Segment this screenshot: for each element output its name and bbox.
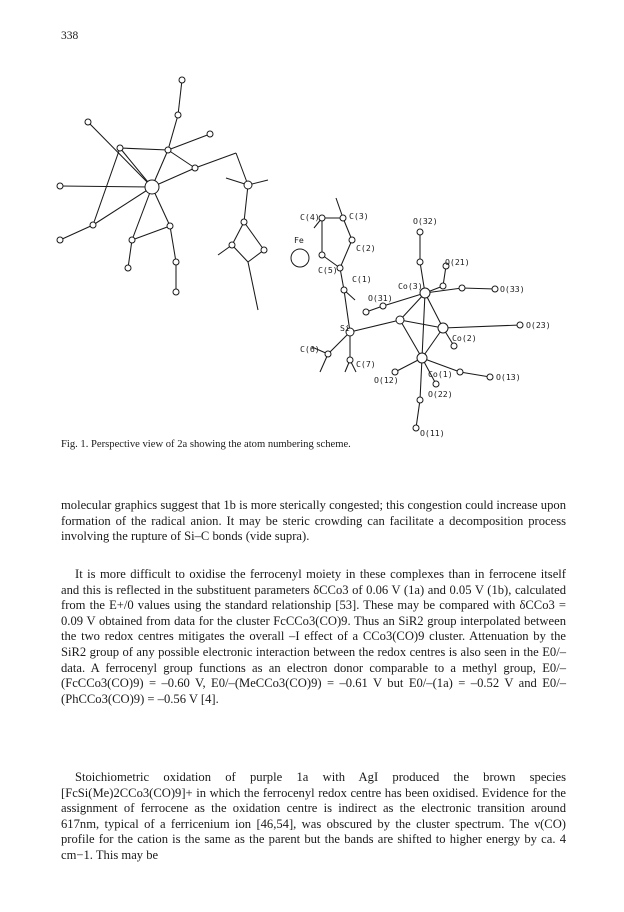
figure-caption: Fig. 1. Perspective view of 2a showing the atom numbering scheme. xyxy=(61,439,351,450)
paragraph: Stoichiometric oxidation of purple 1a with AgI produced the brown species [FcSi(Me)2CCo3(CO)9]+ in which the ferrocenyl redox centre has been oxidised. Evidence for the assignment of ferrocene as the oxidation centre is indirect as the electronic transition around 617nm, typical of a ferricenium ion [46,54], was obscured by the cluster spectrum. The ν(CO) profile for the cation is the same as the parent but the bands are shifted to higher energy by ca. 4 cm−1. This may be xyxy=(61,770,566,862)
atom-label: Co(2) xyxy=(452,333,477,343)
atom-label: O(33) xyxy=(500,284,525,294)
atom-label: O(11) xyxy=(420,428,445,438)
atom-label: O(12) xyxy=(374,375,399,385)
atom-label: O(23) xyxy=(526,320,551,330)
atom-label: Si xyxy=(340,323,350,333)
atom-label: C(2) xyxy=(356,243,376,253)
atom-label: C(5) xyxy=(318,265,338,275)
atom-label: O(32) xyxy=(413,216,438,226)
paragraph: molecular graphics suggest that 1b is more sterically congested; this congestion could increase upon formation of the radical anion. It may be steric crowding can facilitate a decomposition process involving the rupture of Si–C bonds (vide supra). xyxy=(61,498,566,544)
atom-label: Fe xyxy=(294,235,304,245)
atom-label: C(6) xyxy=(300,344,320,354)
atom-label: O(21) xyxy=(445,257,470,267)
atom-label: O(22) xyxy=(428,389,453,399)
atom-label: O(13) xyxy=(496,372,521,382)
atom-label: C(1) xyxy=(352,274,372,284)
paragraph: It is more difficult to oxidise the ferrocenyl moiety in these complexes than in ferrocene itself and this is reflected in the substituent parameters δCCo3 of 0.06 V (1a) and 0.05 V (1b), calculated from the E+/0 values using the standard relationship [53]. These may be compared with δCCo3 = 0.09 V obtained from data for the cluster FcCCo3(CO)9. Thus an SiR2 group interpolated between the two redox centres mitigates the overall –I effect of a CCo3(CO)9 cluster. Attenuation by the SiR2 group of any possible electronic interaction between the redox centres is also seen in the E0/– data. A ferrocenyl group functions as an electron donor comparable to a methyl group, E0/–(FcCCo3(CO)9) = –0.60 V, E0/–(MeCCo3(CO)9) = –0.61 V but E0/–(1a) = –0.52 V and E0/–(PhCCo3(CO)9) = –0.56 V [4]. xyxy=(61,567,566,706)
atom-label: Co(1) xyxy=(428,369,453,379)
atom-label: C(7) xyxy=(356,359,376,369)
atom-label: C(4) xyxy=(300,212,320,222)
page-number: 338 xyxy=(61,30,79,42)
atom-label: O(31) xyxy=(368,293,393,303)
atom-label: Co(3) xyxy=(398,281,423,291)
atom-label: C(3) xyxy=(349,211,369,221)
